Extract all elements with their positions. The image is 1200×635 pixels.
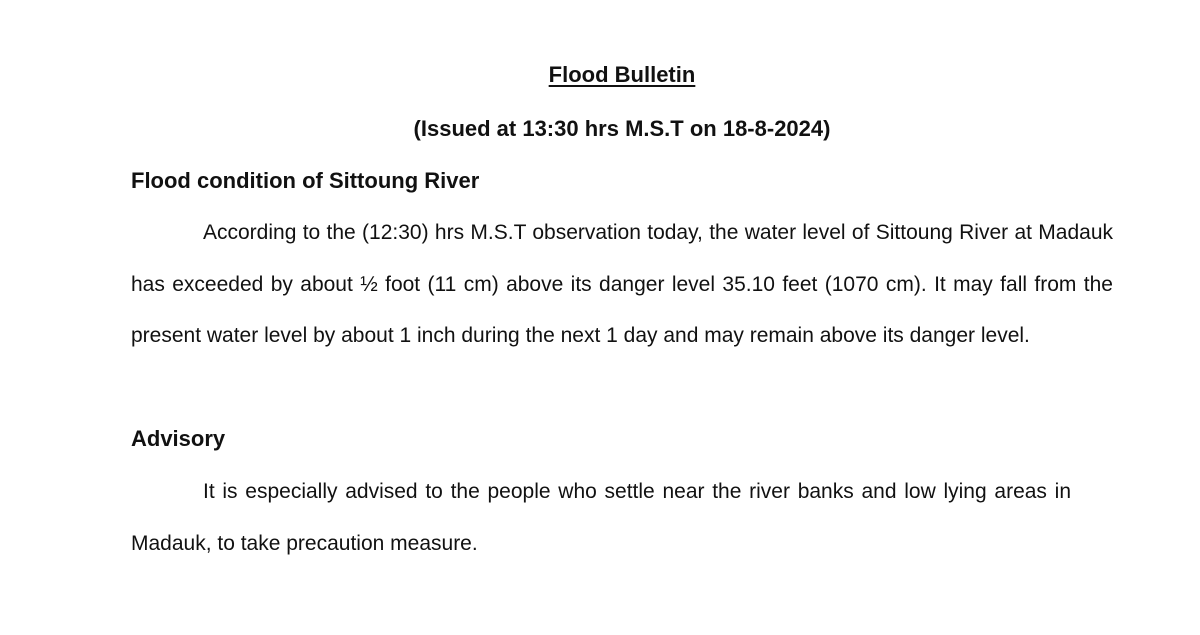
bulletin-title: Flood Bulletin bbox=[548, 62, 696, 87]
issued-time: (Issued at 13:30 hrs M.S.T on 18-8-2024) bbox=[413, 116, 831, 141]
advisory-paragraph: It is especially advised to the people who settle near the river banks and low lying areas in Madauk, to take precaution measure. bbox=[131, 480, 1071, 555]
condition-paragraph: According to the (12:30) hrs M.S.T observation today, the water level of Sittoung River at Madauk has exceeded by about ½ foot (11 cm) above its danger level 35.10 feet (1070 cm). It may fall from the present water level by about 1 inch during the next 1 day and may remain above its danger level. bbox=[131, 221, 1113, 347]
condition-heading: Flood condition of Sittoung River bbox=[131, 168, 480, 193]
advisory-heading: Advisory bbox=[131, 426, 226, 451]
